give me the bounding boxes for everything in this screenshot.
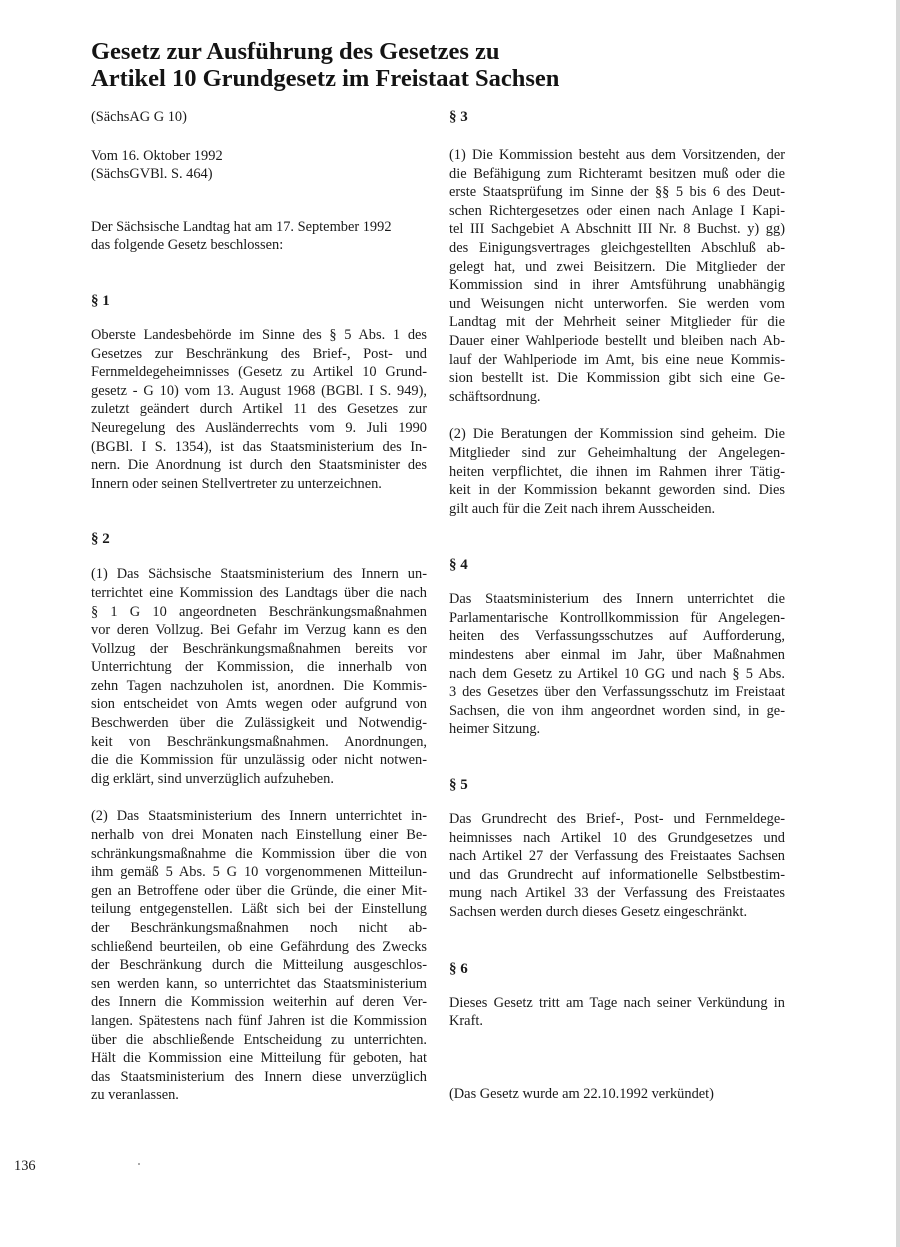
text-line: Kraft. [449, 1013, 483, 1030]
text-line: heimnisses nach Artikel 10 des Grundgesetzes und [449, 829, 785, 846]
text-line: des Innern die Kommission weiterhin auf deren Ver- [91, 994, 427, 1011]
section-1-text [91, 326, 427, 493]
text-line: § 1 G 10 angeordneten Beschränkungsmaßnahmen [91, 603, 427, 620]
date-line-2: (SächsGVBl. S. 464) [91, 166, 213, 183]
text-line: Sachsen, die von ihm angeordnet worden sind, in ge- [449, 702, 785, 719]
section-6-text [449, 994, 785, 1031]
left-column [91, 108, 427, 1105]
section-heading-1: § 1 [91, 292, 110, 309]
text-line: schränkungsmaßnahme die Kommission über die von [91, 845, 427, 862]
text-line: schäftsordnung. [449, 388, 541, 405]
right-column [449, 108, 785, 1103]
text-line: schen Richtergesetzes oder einen nach Anlage I Kapi- [449, 202, 785, 219]
text-line: (1) Die Kommission besteht aus dem Vorsitzenden, der [449, 147, 785, 163]
text-line: der Beschränkungsmaßnahmen noch nicht ab- [91, 920, 427, 936]
text-line: sen werden kann, so unterrichtet das Staatsministerium [91, 975, 427, 992]
text-line: (BGBl. I S. 1354), ist das Staatsministerium des In- [91, 438, 427, 455]
text-line: der Beschränkung durch die Mitteilung ausgeschlos- [91, 957, 427, 974]
text-line: dig erklärt, sind unverzüglich aufzuheben. [91, 770, 334, 787]
text-line: heiten des Verfassungsschutzes auf Aufforderung, [449, 628, 785, 645]
title-line-1: Gesetz zur Ausführung des Gesetzes zu [91, 38, 500, 65]
text-line: Fernmeldegeheimnisses (Gesetz zu Artikel 10 Grund- [91, 364, 427, 381]
text-line: keit in der Kommission bekannt geworden sind. Dies [449, 482, 785, 499]
promulgation-note: (Das Gesetz wurde am 22.10.1992 verkündet) [449, 1085, 714, 1102]
text-line: Kommission sind in ihrer Amtsführung unabhängig [449, 277, 785, 294]
text-line: Oberste Landesbehörde im Sinne des § 5 Abs. 1 des [91, 326, 427, 343]
section-heading-5: § 5 [449, 777, 468, 794]
text-line: Dieses Gesetz tritt am Tage nach seiner Verkündung in [449, 994, 785, 1011]
text-line: vor deren Vollzug. Bei Gefahr im Verzug kann es den [91, 622, 427, 639]
text-line: Beschwerden über die Zulässigkeit und Notwendig- [91, 715, 427, 732]
preamble [91, 218, 427, 255]
text-line: Gesetzes zur Beschränkung des Brief-, Post- und [91, 345, 427, 362]
section-2-paragraph-2 [91, 807, 427, 1105]
text-line: keit von Beschränkungsmaßnahmen. Anordnungen, [91, 733, 427, 750]
date-line-1: Vom 16. Oktober 1992 [91, 147, 223, 164]
text-line: ihm gemäß 5 Abs. 5 G 10 vorgenommenen Mitteilun- [91, 864, 427, 881]
section-4-text [449, 590, 785, 739]
text-line: gesetz - G 10) vom 13. August 1968 (BGBl. I S. 949), [91, 382, 427, 399]
text-line: nerhalb von drei Monaten nach Einstellung einer Be- [91, 827, 427, 844]
text-line: Dauer einer Wahlperiode bestellt und bleiben nach Ab- [449, 332, 785, 349]
text-line: sion entscheidet von Amts wegen oder aufgrund von [91, 696, 427, 713]
law-date [91, 147, 427, 184]
text-line: Parlamentarische Kontrollkommission für Angelegen- [449, 609, 785, 626]
scan-speck [138, 1163, 140, 1165]
title-line-2: Artikel 10 Grundgesetz im Freistaat Sachsen [91, 65, 560, 92]
text-line: terrichtet eine Kommission des Landtags über die nach [91, 584, 427, 601]
text-line: 3 des Gesetzes über den Verfassungsschutz im Freistaat [449, 684, 785, 701]
text-line: heimer Sitzung. [449, 721, 541, 738]
text-line: Innern oder seinen Stellvertreter zu unterzeichnen. [91, 475, 382, 492]
text-line: mindestens aber einmal im Jahr, über Maßnahmen [449, 647, 785, 664]
text-line: erste Staatsprüfung im Sinne der §§ 5 bis 6 des Deut- [449, 184, 785, 201]
text-line: die Befähigung zum Richteramt besitzen muß oder die [449, 165, 785, 182]
text-line: langen. Spätestens nach fünf Jahren ist die Kommission [91, 1012, 427, 1029]
text-line: Neuregelung des Ausländerrechts vom 9. Juli 1990 [91, 419, 427, 436]
text-line: nern. Die Anordnung ist durch den Staatsminister des [91, 457, 427, 474]
law-abbreviation: (SächsAG G 10) [91, 109, 187, 125]
section-3-paragraph-1 [449, 146, 785, 406]
text-line: gelegt hat, und zwei Beisitzern. Die Mitglieder der [449, 258, 785, 275]
section-2-paragraph-1 [91, 565, 427, 788]
text-line: Landtag mit der Mehrheit seiner Mitglieder für die [449, 314, 785, 331]
text-line: Unterrichtung der Kommission, die innerhalb von [91, 659, 427, 676]
section-5-text [449, 810, 785, 922]
preamble-line: das folgende Gesetz beschlossen: [91, 237, 284, 254]
text-line: Das Staatsministerium des Innern unterrichtet die [449, 591, 785, 608]
section-heading-3: § 3 [449, 109, 468, 125]
text-line: lauf der Wahlperiode im Amt, bis eine neue Kommis- [449, 351, 785, 368]
text-line: tel III Sachgebiet A Abschnitt III Nr. 8 Buchst. y) gg) [449, 221, 785, 238]
text-line: Vollzug der Beschränkungsmaßnahmen bereits vor [91, 640, 427, 657]
text-line: heiten verpflichtet, die ihnen im Rahmen ihrer Tätig- [449, 463, 785, 480]
text-line: des Einigungsvertrages gleichgestellten Abschluß ab- [449, 239, 785, 256]
text-line: über die abschließende Entscheidung zu unterrichten. [91, 1031, 427, 1048]
text-line: Mitglieder sind zur Geheimhaltung der Angelegen- [449, 444, 785, 461]
text-line: zu veranlassen. [91, 1087, 179, 1104]
text-line: Hält die Kommission eine Mitteilung für geboten, hat [91, 1050, 427, 1067]
text-line: die die Kommission für unzulässig oder nicht notwen- [91, 752, 427, 769]
text-line: mung nach Artikel 33 der Verfassung des Freistaates [449, 885, 785, 902]
section-3-paragraph-2 [449, 425, 785, 518]
text-line: teilung entgegenstellen. Läßt sich bei der Einstellung [91, 901, 427, 918]
text-line: schließend beurteilen, ob eine Gefährdung des Zwecks [91, 938, 427, 955]
section-heading-2: § 2 [91, 531, 110, 548]
text-line: (1) Das Sächsische Staatsministerium des Innern un- [91, 566, 427, 583]
text-line: zuletzt geändert durch Artikel 11 des Gesetzes zur [91, 401, 427, 418]
text-line: und das Grundrecht auf informationelle Selbstbestim- [449, 866, 785, 883]
text-line: gilt auch für die Zeit nach ihrem Ausscheiden. [449, 500, 716, 517]
text-line: zehn Tagen nachzuholen ist, anordnen. Die Kommis- [91, 677, 427, 694]
page-number: 136 [14, 1158, 36, 1174]
text-line: nach Artikel 27 der Verfassung des Freistaates Sachsen [449, 848, 785, 865]
text-line: nach dem Gesetz zu Artikel 10 GG und nach § 5 Abs. [449, 665, 785, 682]
section-heading-6: § 6 [449, 960, 468, 977]
text-line: Das Grundrecht des Brief-, Post- und Fernmeldege- [449, 811, 785, 828]
text-line: das Staatsministerium des Innern diese unverzüglich [91, 1068, 427, 1085]
text-line: (2) Das Staatsministerium des Innern unterrichtet in- [91, 808, 427, 825]
text-line: Sachsen werden durch dieses Gesetz eingeschränkt. [449, 904, 748, 920]
document-title [91, 38, 851, 92]
preamble-line: Der Sächsische Landtag hat am 17. September 1992 [91, 218, 392, 235]
text-line: und Weisungen nicht unterworfen. Sie werden vom [449, 295, 785, 312]
text-line: gen an Betroffene oder über die Gründe, die einer Mit- [91, 882, 427, 899]
text-line: (2) Die Beratungen der Kommission sind geheim. Die [449, 426, 785, 443]
section-heading-4: § 4 [449, 557, 468, 574]
text-line: sion bestellt ist. Die Kommission gibt sich eine Ge- [449, 370, 785, 387]
page-edge [896, 0, 900, 1247]
